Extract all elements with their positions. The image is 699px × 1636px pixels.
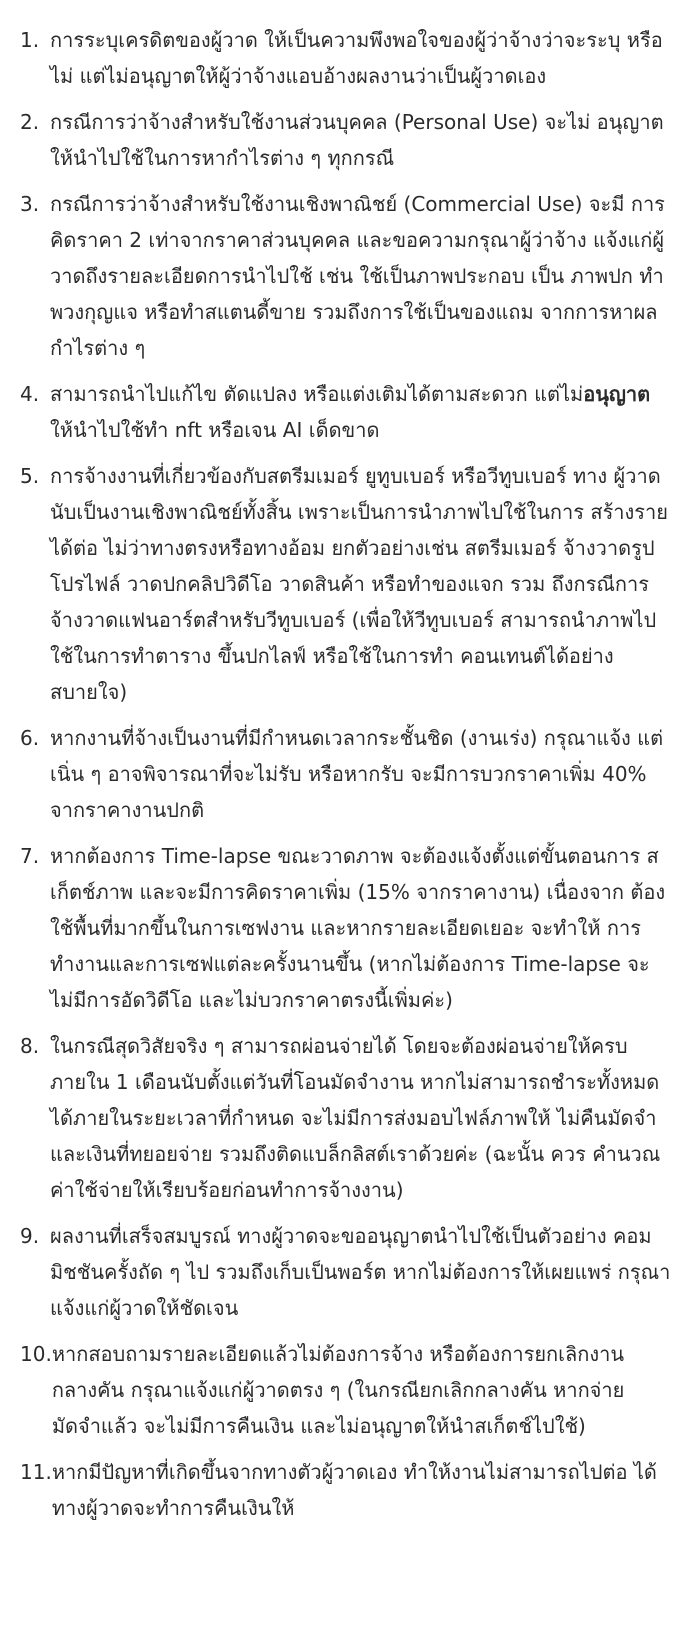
term-text (50, 1218, 675, 1326)
term-8 (20, 1028, 675, 1208)
term-line: จากการหาผลกำไรต่าง ๆ (50, 300, 658, 360)
term-number: 5. (20, 464, 40, 488)
term-line: 40% จากราคางานปกติ (50, 762, 647, 822)
term-text (50, 720, 675, 828)
term-line: จ้างวาดรูปโปรไฟล์ วาดปกคลิปวิดีโอ วาดสินค้า หรือทำของแจก รวม (50, 536, 655, 596)
term-11 (20, 1454, 675, 1526)
term-line: ต้องใช้พื้นที่มากขึ้นในการเซฟงาน และหากรายละเอียดเยอะ จะทำให้ (50, 880, 666, 940)
term-line: กลางคัน กรุณาแจ้งแก่ผู้วาดตรง ๆ (ในกรณียกเลิกกลางคัน หากจ่าย (51, 1378, 625, 1402)
term-line: สร้างรายได้ต่อ ไม่ว่าทางตรงหรือทางอ้อม ยกตัวอย่างเช่น สตรีมเมอร์ (50, 500, 668, 560)
term-number: 4. (20, 382, 40, 406)
term-number: 6. (20, 726, 40, 750)
term-text (50, 22, 675, 94)
term-line: Time-lapse จะไม่มีการอัดวิดีโอ และไม่บวกราคาตรงนี้เพิ่มค่ะ) (50, 952, 650, 1012)
term-line: การทำงานและการเซฟแต่ละครั้งนานขึ้น (หากไม่ต้องการ (50, 916, 641, 976)
term-6 (20, 720, 675, 828)
term-line: การคิดราคา 2 เท่าจากราคาส่วนบุคคล และขอความกรุณาผู้ว่าจ้าง (50, 192, 665, 252)
term-number: 8. (20, 1034, 40, 1058)
term-2 (20, 104, 675, 176)
term-number: 1. (20, 28, 40, 52)
term-text (52, 1454, 675, 1526)
term-line: อนุญาตให้นำไปใช้ในการหากำไรต่าง ๆ ทุกกรณี (50, 110, 664, 170)
term-line: ถึงกรณีการจ้างวาดแฟนอาร์ตสำหรับวีทูบเบอร์ (เพื่อให้วีทูบเบอร์ (50, 572, 649, 632)
term-line: กรณีการว่าจ้างสำหรับใช้งานส่วนบุคคล (Personal Use) จะไม่ (50, 110, 591, 134)
term-line: ผู้วาดนับเป็นงานเชิงพาณิชย์ทั้งสิ้น เพราะเป็นการนำภาพไปใช้ในการ (50, 464, 661, 524)
term-text (50, 1028, 675, 1208)
term-number: 9. (20, 1224, 40, 1248)
term-line: คอนเทนต์ได้อย่างสบายใจ) (50, 644, 614, 704)
term-line: หากสอบถามรายละเอียดแล้วไม่ต้องการจ้าง หรือต้องการยกเลิกงาน (51, 1342, 625, 1366)
term-line: ให้นำไปใช้ทำ nft หรือเจน AI เด็ดขาด (50, 418, 380, 442)
term-text (50, 186, 675, 366)
term-line: ได้ภายในระยะเวลาที่กำหนด จะไม่มีการส่งมอบไฟล์ภาพให้ ไม่คืนมัดจำ (50, 1106, 657, 1130)
term-line: ได้ ทางผู้วาดจะทำการคืนเงินให้ (51, 1460, 657, 1520)
term-line: สามารถนำภาพไปใช้ในการทำตาราง ขึ้นปกไลฟ์ หรือใช้ในการทำ (50, 608, 657, 668)
term-line: สเก็ตช์ภาพ และจะมีการคิดราคาเพิ่ม (15% จากราคางาน) เนื่องจาก (50, 844, 659, 904)
term-number: 11. (20, 1460, 52, 1484)
term-line: ภายใน 1 เดือนนับตั้งแต่วันที่โอนมัดจำงาน หากไม่สามารถชำระทั้งหมด (50, 1070, 660, 1094)
term-line: ในกรณีสุดวิสัยจริง ๆ สามารถผ่อนจ่ายได้ โดยจะต้องผ่อนจ่ายให้ครบ (50, 1034, 628, 1058)
term-line: การระบุเครดิตของผู้วาด ให้เป็นความพึงพอใจของผู้ว่าจ้างว่าจะระบุ (50, 28, 621, 52)
term-3 (20, 186, 675, 366)
term-text (50, 458, 675, 710)
term-line: ผลงานที่เสร็จสมบูรณ์ ทางผู้วาดจะขออนุญาตนำไปใช้เป็นตัวอย่าง (50, 1224, 607, 1248)
term-7 (20, 838, 675, 1018)
term-number: 2. (20, 110, 40, 134)
term-line: มัดจำแล้ว จะไม่มีการคืนเงิน และไม่อนุญาตให้นำสเก็ตช์ไปใช้) (51, 1414, 586, 1438)
term-line: หรือไม่ แต่ไม่อนุญาตให้ผู้ว่าจ้างแอบอ้างผลงานว่าเป็นผู้วาดเอง (50, 28, 663, 88)
term-line: สามารถนำไปแก้ไข ตัดแปลง หรือแต่งเติมได้ตามสะดวก แต่ไม่ (50, 382, 584, 406)
term-line: ภาพปก ทำพวงกุญแจ หรือทำสแตนดี้ขาย รวมถึงการใช้เป็นของแถม (50, 264, 664, 324)
term-line: กรุณาแจ้งแก่ผู้วาดให้ชัดเจน (50, 1260, 671, 1320)
term-10 (20, 1336, 675, 1444)
term-line: และเงินที่ทยอยจ่าย รวมถึงติดแบล็กลิสต์เราด้วยค่ะ (ฉะนั้น ควร (50, 1142, 586, 1166)
term-emphasis: อนุญาต (583, 382, 651, 406)
term-text (50, 376, 675, 448)
term-1 (20, 22, 675, 94)
term-number: 7. (20, 844, 40, 868)
term-line: หากงานที่จ้างเป็นงานที่มีกำหนดเวลากระชั้นชิด (งานเร่ง) กรุณาแจ้ง (50, 726, 631, 750)
term-line: กรณีการว่าจ้างสำหรับใช้งานเชิงพาณิชย์ (Commercial Use) จะมี (50, 192, 625, 216)
term-line: หากต้องการ Time-lapse ขณะวาดภาพ จะต้องแจ้งตั้งแต่ขั้นตอนการ (50, 844, 641, 868)
term-number: 10. (20, 1342, 52, 1366)
term-line: คอมมิชชันครั้งถัด ๆ ไป รวมถึงเก็บเป็นพอร์ต หากไม่ต้องการให้เผยแพร่ (50, 1224, 652, 1284)
term-line: แจ้งแก่ผู้วาดถึงรายละเอียดการนำไปใช้ เช่น ใช้เป็นภาพประกอบ เป็น (50, 228, 665, 288)
term-line: คำนวณค่าใช้จ่ายให้เรียบร้อยก่อนทำการจ้างงาน) (50, 1142, 661, 1202)
term-5 (20, 458, 675, 710)
term-text (50, 838, 675, 1018)
term-text (50, 104, 675, 176)
term-text (52, 1336, 675, 1444)
term-number: 3. (20, 192, 40, 216)
term-9 (20, 1218, 675, 1326)
term-line: หากมีปัญหาที่เกิดขึ้นจากทางตัวผู้วาดเอง ทำให้งานไม่สามารถไปต่อ (51, 1460, 628, 1484)
term-line: แต่เนิ่น ๆ อาจพิจารณาที่จะไม่รับ หรือหากรับ จะมีการบวกราคาเพิ่ม (50, 726, 664, 786)
term-4 (20, 376, 675, 448)
term-line: การจ้างงานที่เกี่ยวข้องกับสตรีมเมอร์ ยูทูบเบอร์ หรือวีทูบเบอร์ ทาง (50, 464, 608, 488)
terms-list (20, 22, 675, 1526)
